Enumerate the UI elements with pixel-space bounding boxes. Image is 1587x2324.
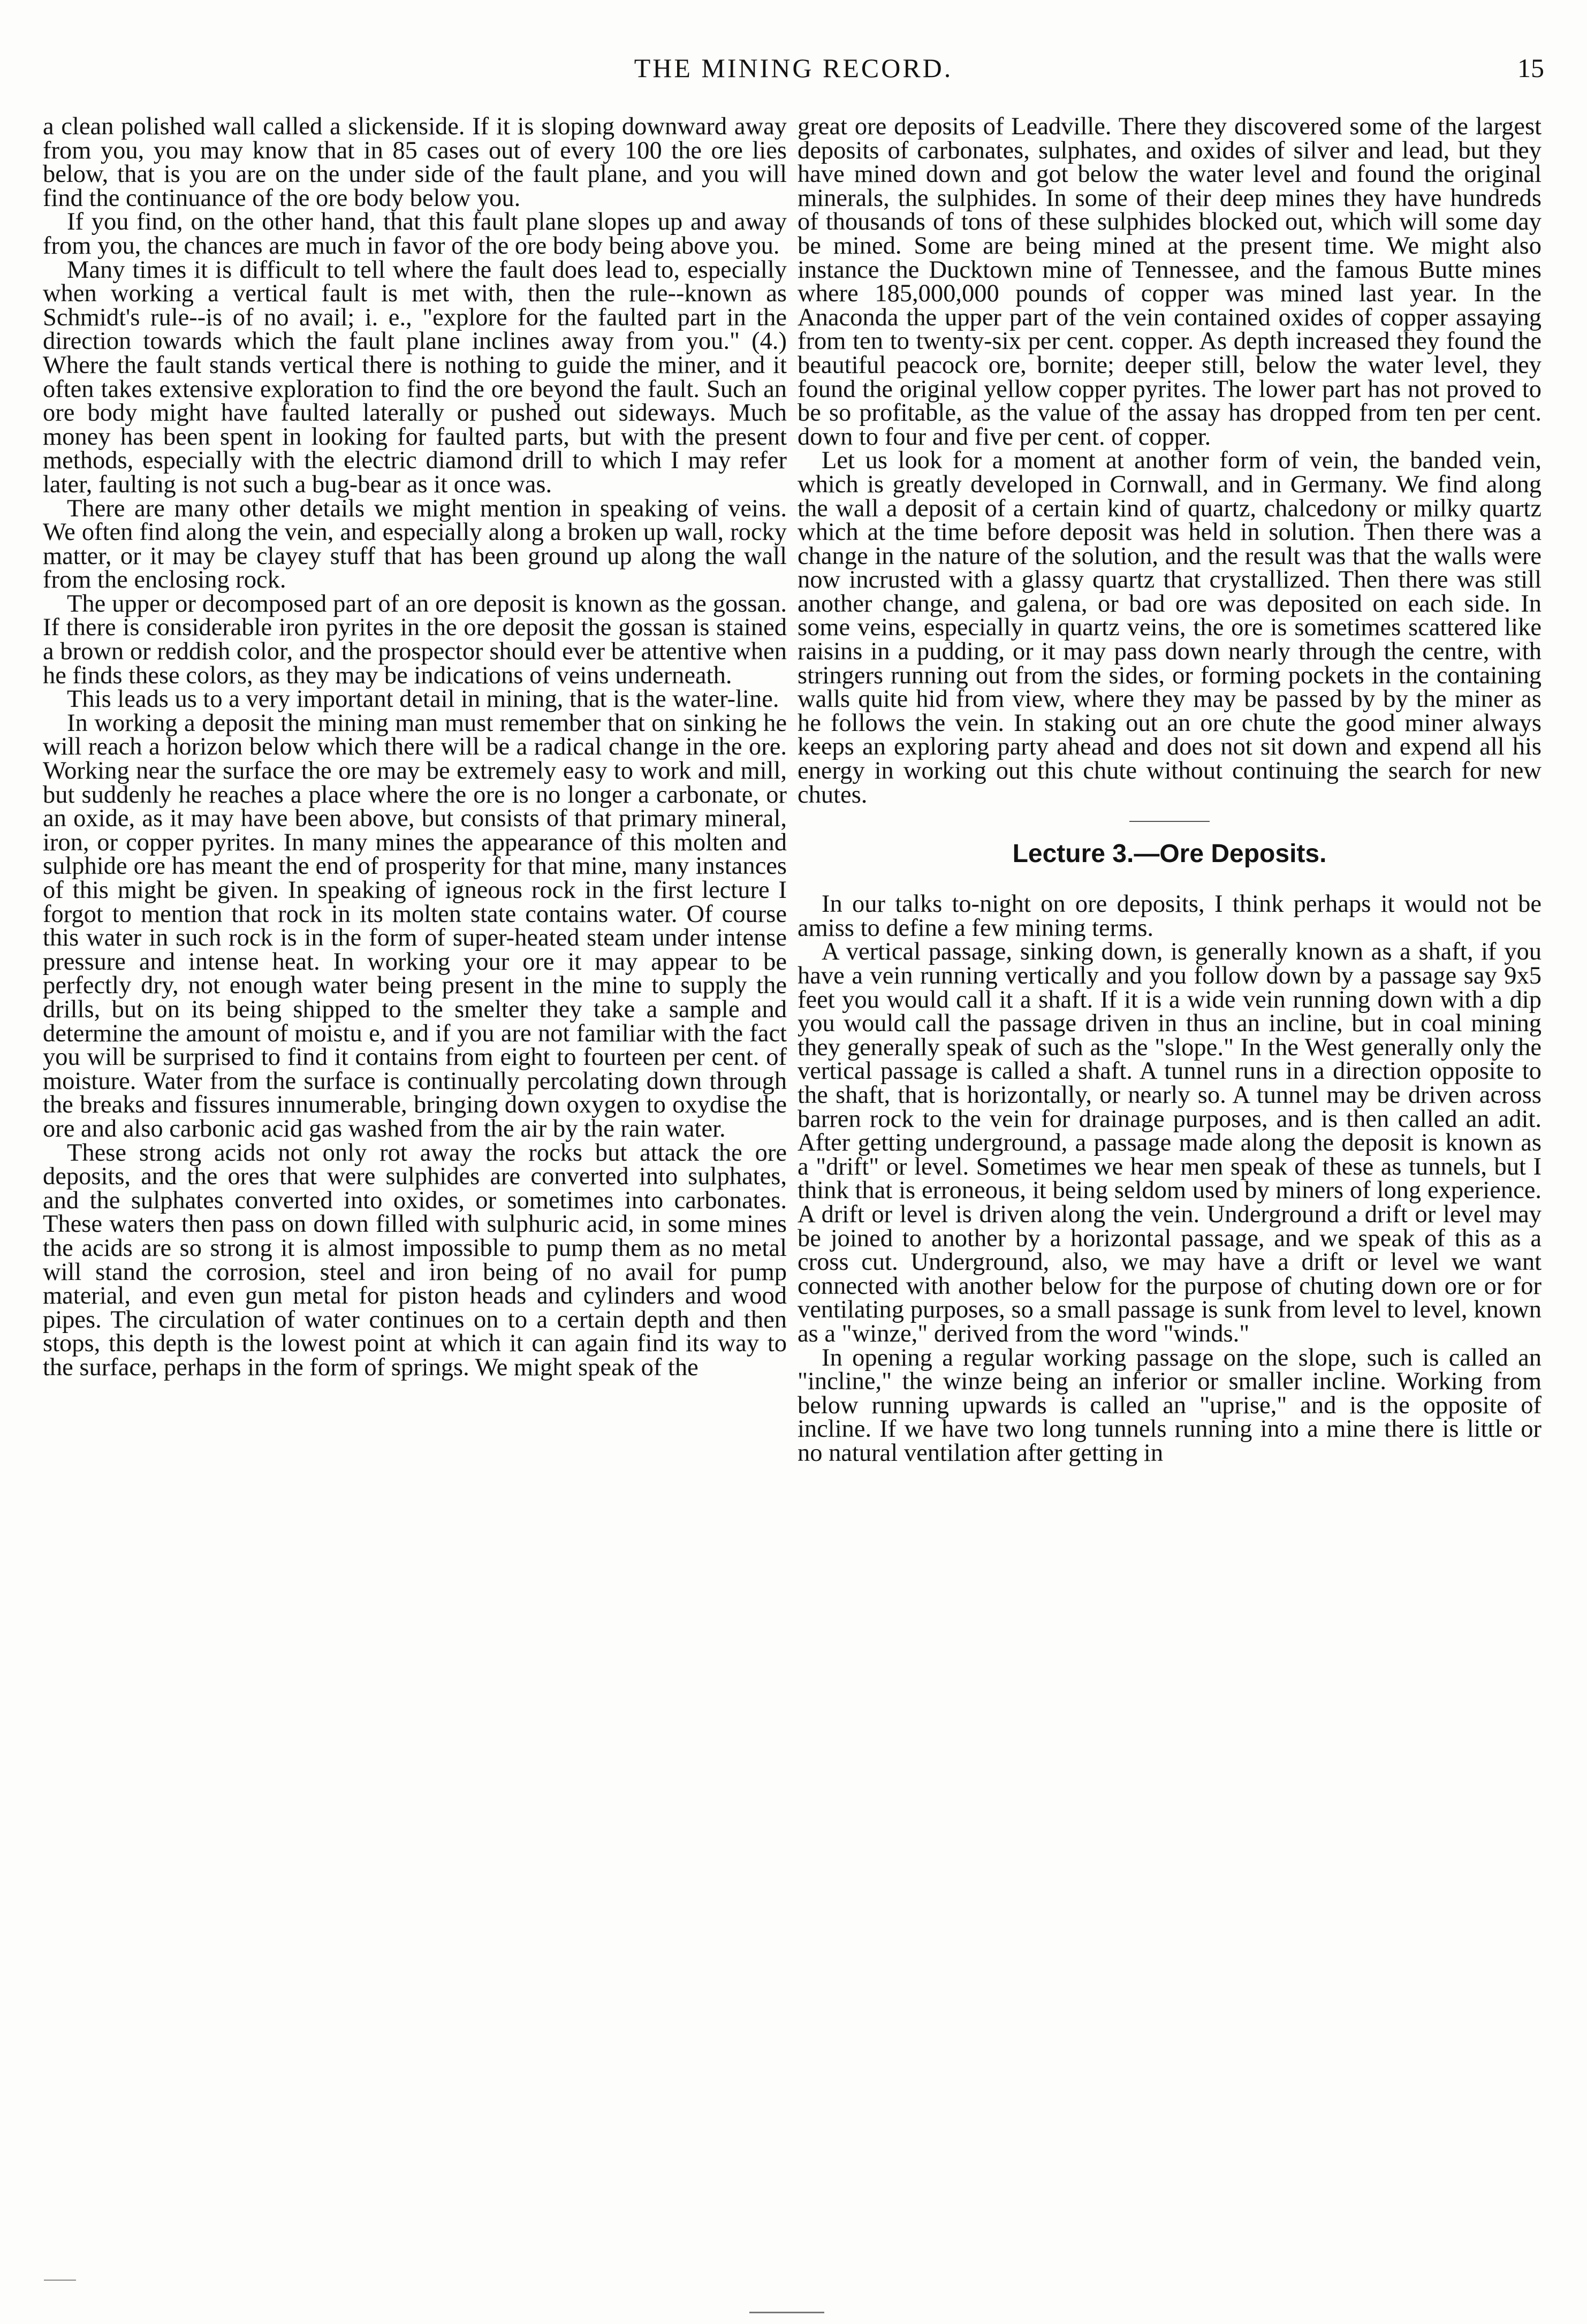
- paragraph: In our talks to-night on ore deposits, I think perhaps it would not be amiss to define a few mining terms.: [798, 890, 1542, 942]
- paragraph: The upper or decomposed part of an ore deposit is known as the gossan. If there is considerable iron pyrites in the ore deposit the gossan is stained a brown or reddish color, and the prospector should ever be attentive when he finds these colors, as they may be indications of veins underneath.: [43, 590, 787, 689]
- paragraph: This leads us to a very important detail in mining, that is the water-line.: [67, 685, 779, 713]
- paragraph: great ore deposits of Leadville. There they discovered some of the largest deposits of carbonates, sulphates, and oxides of silver and lead, but they have mined down and got below the water level and found the original minerals, the sulphides. In some of their deep mines they have hundreds of thousands of tons of these sulphides blocked out, which will some day be mined. Some are being mined at the present time. We might also instance the Ducktown mine of Tennessee, and the famous Butte mines where 185,000,000 pounds of copper was mined last year. In the Anaconda the upper part of the vein contained oxides of copper assaying from ten to twenty-six per cent. copper. As depth increased they found the beautiful peacock ore, bornite; deeper still, below the water level, they found the original yellow copper pyrites. The lower part has not proved to be so profitable, as the value of the assay has dropped from ten per cent. down to four and five per cent. of copper.: [798, 113, 1542, 451]
- page-header: [43, 49, 1544, 87]
- paragraph: Many times it is difficult to tell where the fault does lead to, especially when working a vertical fault is met with, then the rule--known as Schmidt's rule--is of no avail; i. e., "explore for the faulted part in the direction towards which the fault plane inclines away from you." (4.) Where the fault stands vertical there is nothing to guide the miner, and it often takes extensive exploration to find the ore beyond the fault. Such an ore body might have faulted laterally or pushed out sideways. Much money has been spent in looking for faulted parts, but with the present methods, especially with the electric diamond drill to which I may refer later, faulting is not such a bug-bear as it once was.: [43, 256, 787, 498]
- paragraph: There are many other details we might mention in speaking of veins. We often find along the vein, and especially along a broken up wall, rocky matter, or it may be clayey stuff that has been ground up along the wall from the enclosing rock.: [43, 494, 787, 594]
- paragraph: These strong acids not only rot away the rocks but attack the ore deposits, and the ores that were sulphides are converted into sulphates, and the sulphates converted into oxides, or sometimes into carbonates. These waters then pass on down filled with sulphuric acid, in some mines the acids are so strong it is almost impossible to pump them as no metal will stand the corrosion, steel and iron being of no avail for pump material, and even gun metal for piston heads and cylinders and wood pipes. The circulation of water continues on to a certain depth and then stops, this depth is the lowest point at which it can again find its way to the surface, perhaps in the form of springs. We might speak of the: [43, 1139, 787, 1381]
- page-number: 15: [1517, 53, 1544, 83]
- paragraph: Let us look for a moment at another form of vein, the banded vein, which is greatly developed in Cornwall, and in Germany. We find along the wall a deposit of a certain kind of quartz, chalcedony or milky quartz which at the time before deposit was held in solution. Then there was a change in the nature of the solution, and the result was that the walls were now incrusted with a glassy quartz that crystallized. Then there was still another change, and galena, or bad ore was deposited on each side. In some veins, especially in quartz veins, the ore is sometimes scattered like raisins in a pudding, or it may pass down nearly through the centre, with stringers running out from the sides, or forming pockets in the containing walls quite hid from view, where they may be passed by by the miner as he follows the vein. In staking out an ore chute the good miner always keeps an exploring party ahead and does not sit down and expend all his energy in working out this chute without continuing the search for new chutes.: [798, 447, 1542, 809]
- section-divider: [1129, 821, 1210, 822]
- right-column: [798, 115, 1542, 1465]
- margin-mark: [44, 2280, 76, 2281]
- paragraph: In working a deposit the mining man must remember that on sinking he will reach a horizon below which there will be a radical change in the ore. Working near the surface the ore may be extremely easy to work and mill, but suddenly he reaches a place where the ore is no longer a carbonate, or an oxide, as it may have been above, but consists of that primary mineral, iron, or copper pyrites. In many mines the appearance of this molten and sulphide ore has meant the end of prosperity for that mine, many instances of this might be given. In speaking of igneous rock in the first lecture I forgot to mention that rock in its molten state contains water. Of course this water in such rock is in the form of super-heated steam under intense pressure and intense heat. In working your ore it may appear to be perfectly dry, not enough water being present in the mine to supply the drills, but on its being shipped to the smelter they take a sample and determine the amount of moistu e, and if you are not familiar with the fact you will be surprised to find it contains from eight to fourteen per cent. of moisture. Water from the surface is continually percolating down through the breaks and fissures innumerable, bringing down oxygen to oxydise the ore and also carbonic acid gas washed from the air by the rain water.: [43, 709, 787, 1142]
- lecture-heading: Lecture 3.—Ore Deposits.: [1012, 840, 1327, 868]
- footer-rule: [749, 2312, 824, 2313]
- paragraph: If you find, on the other hand, that this fault plane slopes up and away from you, the chances are much in favor of the ore body being above you.: [43, 208, 787, 260]
- paragraph: In opening a regular working passage on the slope, such is called an "incline," the winze being an inferior or smaller incline. Working from below running upwards is called an "uprise," and is the opposite of incline. If we have two long tunnels running into a mine there is little or no natural ventilation after getting in: [798, 1344, 1542, 1467]
- left-column: [43, 115, 787, 1380]
- journal-title: THE MINING RECORD.: [634, 53, 953, 83]
- paragraph: A vertical passage, sinking down, is generally known as a shaft, if you have a vein running vertically and you follow down by a passage say 9x5 feet you would call it a shaft. If it is a wide vein running down with a dip you would call the passage driven in thus an incline, but in coal mining they generally speak of such as the "slope." In the West generally only the vertical passage is called a shaft. A tunnel runs in a direction opposite to the shaft, that is horizontally, or nearly so. A tunnel may be driven across barren rock to the vein for drainage purposes, and is then called an adit. After getting underground, a passage made along the deposit is known as a "drift" or level. Sometimes we hear men speak of these as tunnels, but I think that is erroneous, it being seldom used by miners of long experience. A drift or level is driven along the vein. Underground a drift or level may be joined to another by a horizontal passage, and we speak of this as a cross cut. Underground, also, we may have a drift or level we want connected with another below for the purpose of chuting down ore or for ventilating purposes, so a small passage is sunk from level to level, known as a "winze," derived from the word "winds.": [798, 938, 1542, 1347]
- paragraph: a clean polished wall called a slickenside. If it is sloping downward away from you, you may know that in 85 cases out of every 100 the ore lies below, that is you are on the under side of the fault plane, and you will find the continuance of the ore body below you.: [43, 113, 787, 212]
